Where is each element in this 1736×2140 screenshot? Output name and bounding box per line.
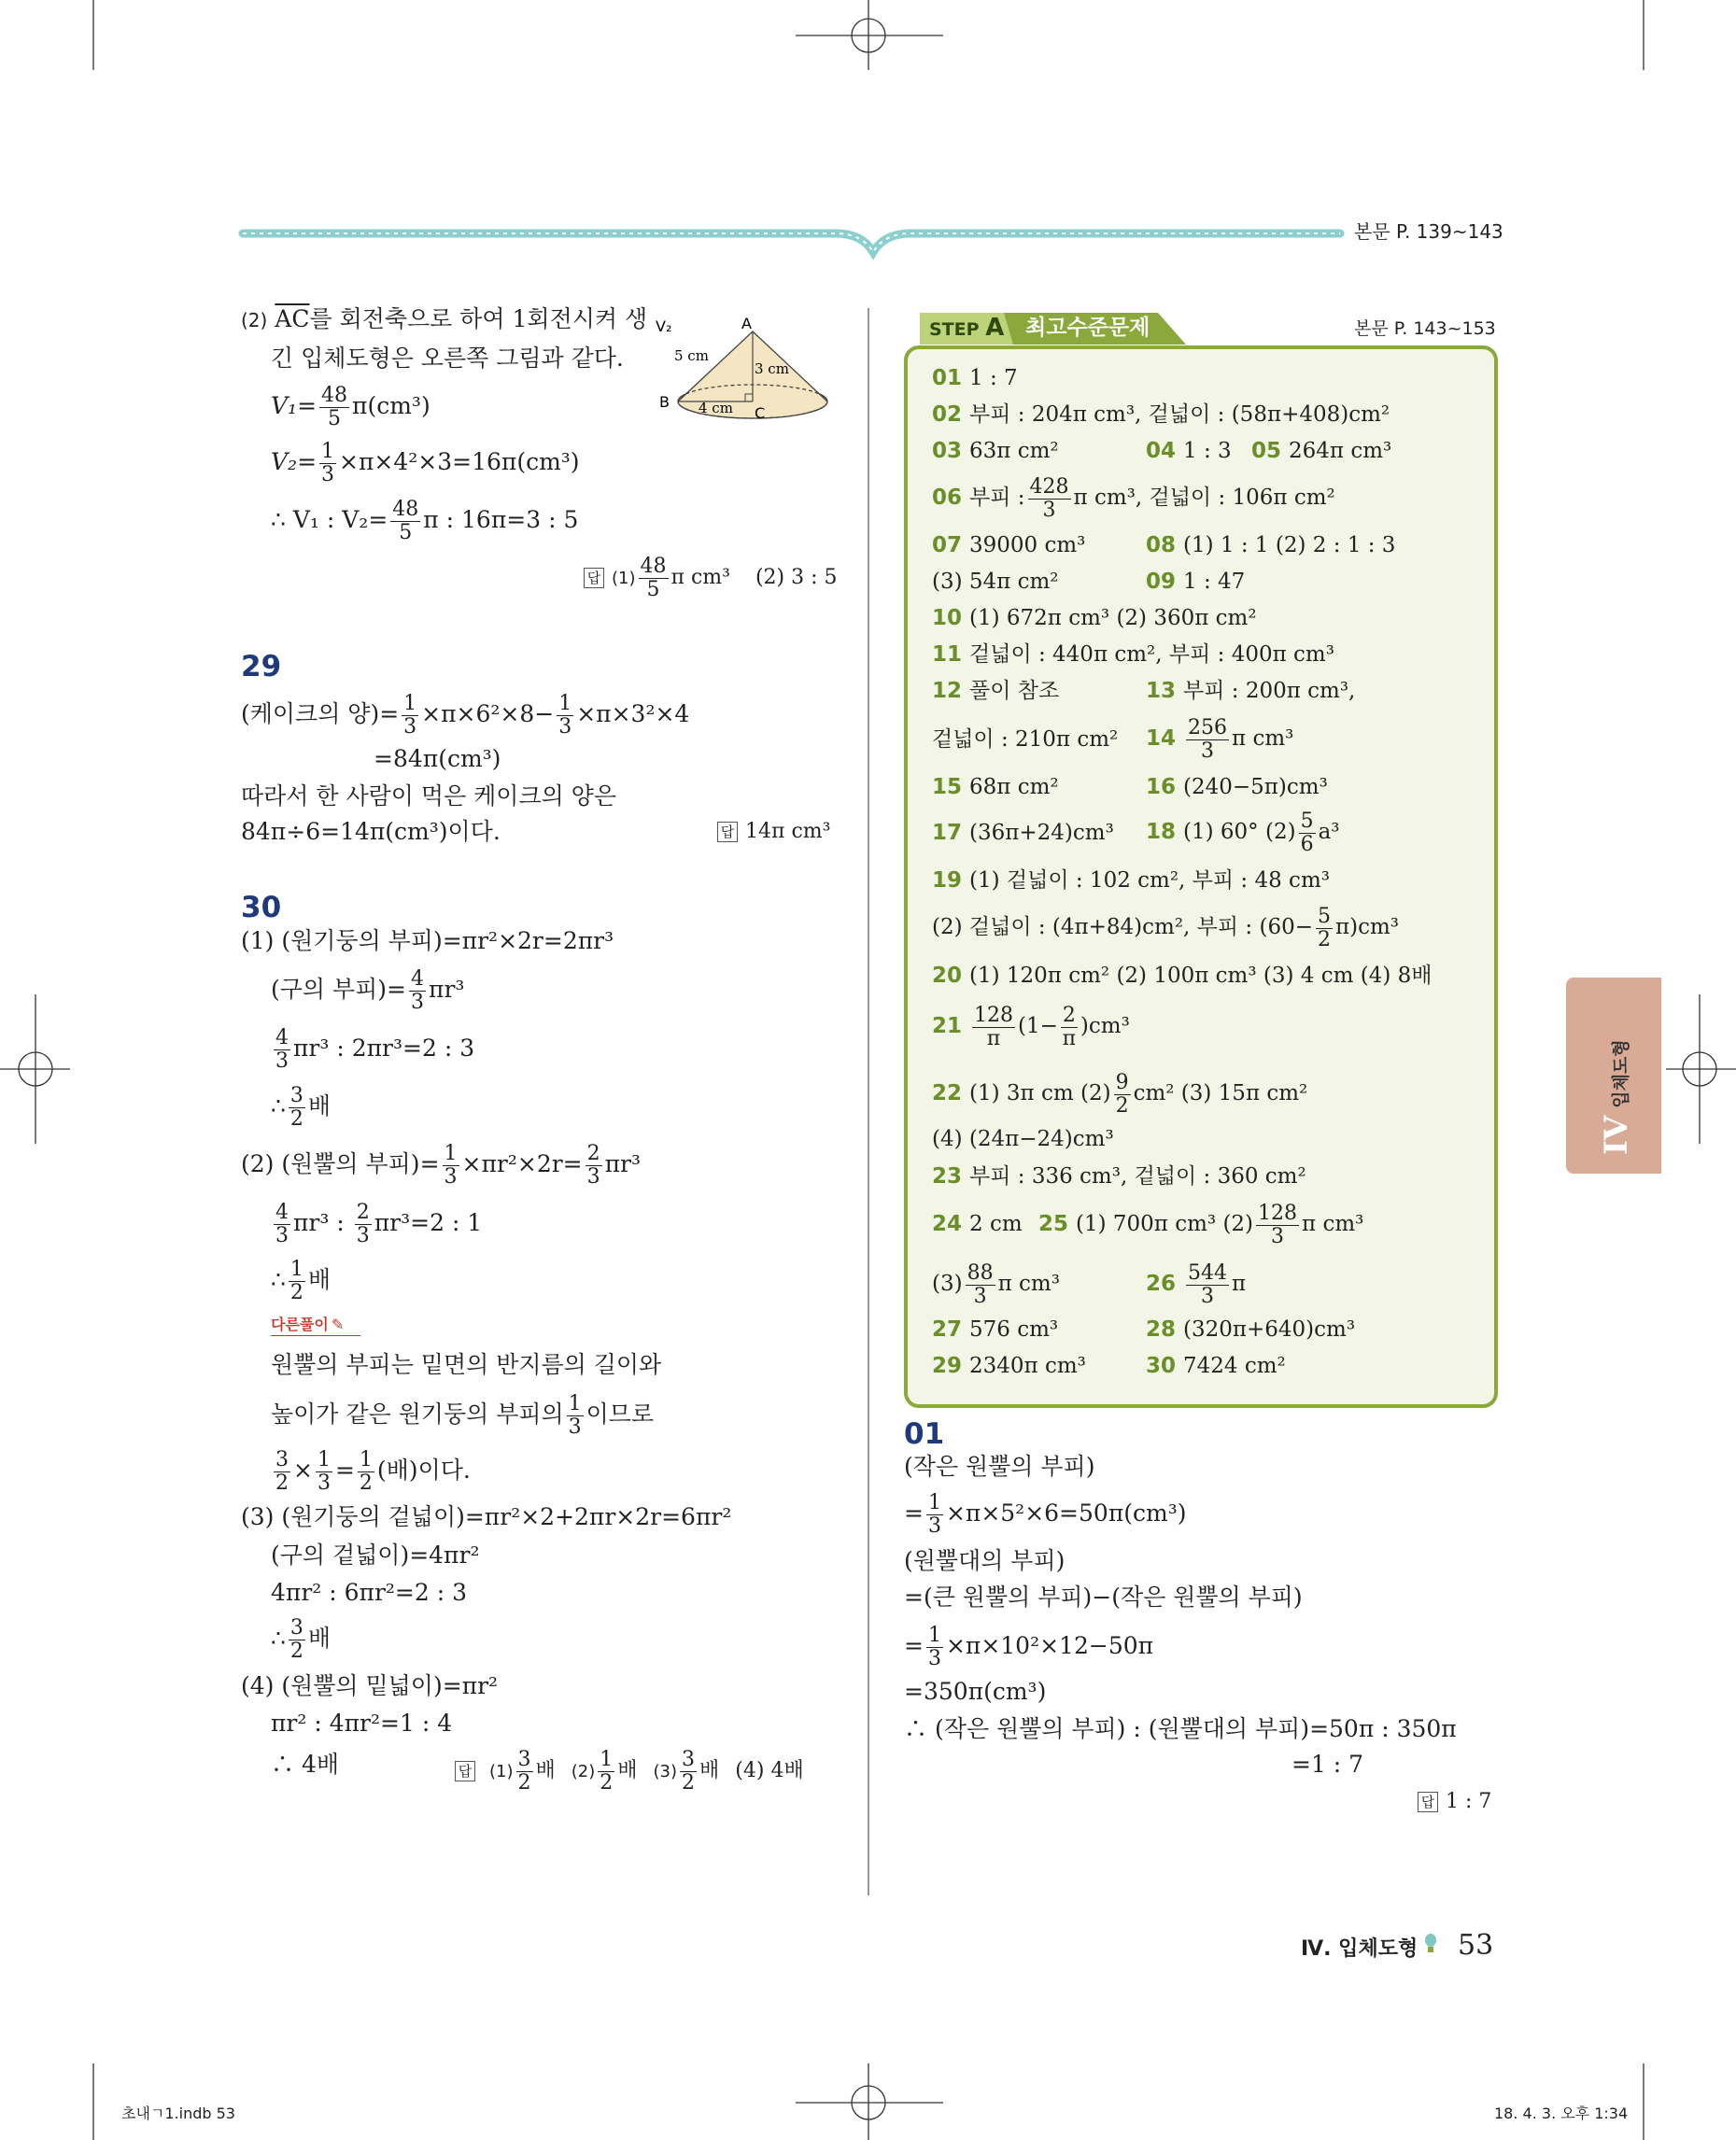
print-timestamp: 18. 4. 3. 오후 1:34 (1494, 2105, 1629, 2122)
answer-28: 28 (320π+640)cm³ (1146, 1317, 1356, 1342)
problem-30-number: 30 (241, 891, 282, 924)
answer-26: 26 $\frac{544}{3}$ π (1146, 1260, 1247, 1308)
q28-ratio: ∴ V₁ : V₂= $\frac{48}{5}$ π : 16π=3 : 5 (271, 498, 579, 544)
answer-mark: 답 (584, 568, 604, 588)
answer-16: 16 (240−5π)cm³ (1146, 775, 1328, 799)
answer-15: 15 68π cm² (932, 775, 1059, 799)
answer-08: 08 (1) 1 : 1 (2) 2 : 1 : 3 (1146, 533, 1396, 557)
q30-p4-line3: ∴ 4배 (271, 1751, 340, 1778)
answer-22: 22 (1) 3π cm (2) $\frac{9}{2}$ cm² (3) 15π cm² (932, 1070, 1308, 1118)
answer-14: 14 $\frac{256}{3}$ π cm³ (1146, 715, 1294, 763)
sol01-line2: = $\frac{1}{3}$ ×π×5²×6=50π(cm³) (904, 1491, 1187, 1538)
label-4cm: 4 cm (699, 400, 733, 416)
answer-10: 10 (1) 672π cm³ (2) 360π cm² (932, 606, 1257, 630)
q28-v1: V₁= $\frac{48}{5}$ π(cm³) (271, 384, 430, 430)
q29-line4: 84π÷6=14π(cm³)이다. (241, 818, 501, 845)
q30-p2-line1: (2) (원뿔의 부피)= $\frac{1}{3}$ ×πr²×2r= $\frac{2}{3}$ πr³ (241, 1142, 642, 1189)
q28-v2: V₂= $\frac{1}{3}$ ×π×4²×3=16π(cm³) (271, 440, 580, 486)
sol01-line1: (작은 원뿔의 부피) (904, 1453, 1095, 1480)
q28-line2: 긴 입체도형은 오른쪽 그림과 같다. (271, 345, 624, 372)
q29-line2: =84π(cm³) (374, 745, 501, 772)
column-divider (868, 308, 869, 1895)
header-ribbon (238, 217, 1349, 263)
answer-13: 13 부피 : 200π cm³, (1146, 679, 1356, 703)
q30-p3-line4: ∴ $\frac{3}{2}$ 배 (271, 1616, 332, 1663)
segment-ac: $\overline{AC}$ (275, 305, 310, 332)
bulb-icon (1424, 1933, 1437, 1953)
page-number: 53 (1458, 1929, 1494, 1962)
sol01-line5: = $\frac{1}{3}$ ×π×10²×12−50π (904, 1624, 1154, 1670)
answer-03: 03 63π cm² (932, 439, 1059, 463)
q30-p1-line3: $\frac{4}{3}$ πr³ : 2πr³=2 : 3 (275, 1026, 475, 1073)
q30-p3-line2: (구의 겉넓이)=4πr² (271, 1542, 480, 1569)
answer-12: 12 풀이 참조 (932, 679, 1060, 703)
answer-05: 05 264π cm³ (1251, 439, 1392, 463)
answer-27: 27 576 cm³ (932, 1317, 1059, 1342)
answer-08-3: (3) 54π cm² (932, 570, 1059, 594)
answer-25: 25 (1) 700π cm³ (2) $\frac{128}{3}$ π cm³ (1038, 1201, 1364, 1248)
print-file-info: 초내ㄱ1.indb 53 (121, 2105, 235, 2122)
alt-line2: 높이가 같은 원기둥의 부피의 $\frac{1}{3}$ 이므로 (271, 1392, 655, 1439)
solution-01-number: 01 (904, 1417, 945, 1451)
answer-18: 18 (1) 60° (2) $\frac{5}{6}$ a³ (1146, 809, 1340, 856)
label-c: C (755, 404, 766, 422)
side-tab-label: IV입체도형 (1598, 1039, 1635, 1155)
q29-line1: (케이크의 양)= $\frac{1}{3}$ ×π×6²×8− $\frac{1}{3}$ ×π×3²×4 (241, 692, 690, 739)
step-title: 최고수준문제 (1025, 316, 1150, 340)
q30-p2-line3: ∴ $\frac{1}{2}$ 배 (271, 1258, 332, 1304)
q30-p3-line1: (3) (원기둥의 겉넓이)=πr²×2+2πr×2r=6πr² (241, 1503, 732, 1530)
q28-line1: 를 회전축으로 하여 1회전시켜 생 (309, 305, 648, 332)
q30-p1-line1: (1) (원기둥의 부피)=πr²×2r=2πr³ (241, 927, 614, 954)
header-page-ref: 본문 P. 139~143 (1354, 220, 1503, 243)
chapter-side-tab (1566, 978, 1661, 1174)
part-label: (2) (241, 309, 268, 331)
sol01-line3: (원뿔대의 부피) (904, 1547, 1066, 1574)
q30-p4-line2: πr² : 4πr²=1 : 4 (271, 1710, 453, 1737)
answer-19: 19 (1) 겉넓이 : 102 cm², 부피 : 48 cm³ (932, 868, 1330, 893)
problem-29-number: 29 (241, 650, 282, 683)
q30-p1-line2: (구의 부피)= $\frac{4}{3}$ πr³ (271, 967, 465, 1014)
answer-21: 21 $\frac{128}{\pi}$ (1− $\frac{2}{\pi}$ )cm³ (932, 1003, 1130, 1050)
answer-22-4: (4) (24π−24)cm³ (932, 1127, 1114, 1151)
answer-24: 24 2 cm (932, 1212, 1023, 1236)
alt-line1: 원뿔의 부피는 밑면의 반지름의 길이와 (271, 1351, 662, 1378)
label-5cm: 5 cm (674, 347, 709, 364)
label-v2: V₂ (656, 317, 672, 335)
answer-19-2: (2) 겉넓이 : (4π+84)cm², 부피 : (60− $\frac{5}{2}$ π)cm³ (932, 904, 1400, 951)
answer-06: 06 부피 : $\frac{428}{3}$ π cm³, 겉넓이 : 106π cm² (932, 474, 1335, 522)
step-page-ref: 본문 P. 143~153 (1354, 318, 1496, 339)
pencil-icon: ✎ (331, 1316, 345, 1333)
answer-13-b: 겉넓이 : 210π cm² (932, 727, 1119, 752)
answer-17: 17 (36π+24)cm³ (932, 821, 1114, 845)
answer-25-3: (3) $\frac{88}{3}$ π cm³ (932, 1260, 1060, 1308)
q30-p3-line3: 4πr² : 6πr²=2 : 3 (271, 1579, 468, 1606)
cone-figure (654, 308, 836, 434)
step-tag: STEP A (929, 314, 1005, 342)
sol01-line7: ∴ (작은 원뿔의 부피) : (원뿔대의 부피)=50π : 350π (904, 1715, 1457, 1742)
answer-23: 23 부피 : 336 cm³, 겉넓이 : 360 cm² (932, 1164, 1306, 1189)
answer-02: 02 부피 : 204π cm³, 겉넓이 : (58π+408)cm² (932, 402, 1390, 427)
sol01-line8: =1 : 7 (1291, 1751, 1364, 1778)
answer-30: 30 7424 cm² (1146, 1354, 1286, 1378)
label-b: B (659, 393, 670, 411)
sol01-line6: =350π(cm³) (904, 1678, 1047, 1705)
answer-07: 07 39000 cm³ (932, 533, 1086, 557)
alt-solution-label: 다른풀이 ✎ (271, 1315, 360, 1336)
q30-p4-line1: (4) (원뿔의 밑넓이)=πr² (241, 1672, 499, 1699)
answer-09: 09 1 : 47 (1146, 570, 1246, 594)
q29-answer: 답 14π cm³ (717, 815, 830, 849)
answer-04: 04 1 : 3 (1146, 439, 1232, 463)
footer-chapter: Ⅳ. 입체도형 (1301, 1937, 1418, 1961)
q30-answer: 답 (1) $\frac{3}{2}$ 배 (2) $\frac{1}{2}$ 배 (3) $\frac{3}{2}$ 배 (4) 4배 (455, 1748, 804, 1795)
sol01-answer: 답 1 : 7 (1418, 1785, 1491, 1819)
sol01-line4: =(큰 원뿔의 부피)−(작은 원뿔의 부피) (904, 1584, 1303, 1611)
q30-p1-line4: ∴ $\frac{3}{2}$ 배 (271, 1084, 332, 1131)
label-3cm: 3 cm (755, 360, 789, 377)
answer-01: 01 1 : 7 (932, 366, 1018, 390)
q30-p2-line2: $\frac{4}{3}$ πr³ : $\frac{2}{3}$ πr³=2 : 1 (275, 1201, 483, 1247)
q28-answer: 답 (1) $\frac{48}{5}$ π cm³ (2) 3 : 5 (584, 555, 838, 602)
answer-29: 29 2340π cm³ (932, 1354, 1086, 1378)
q29-line3: 따라서 한 사람이 먹은 케이크의 양은 (241, 782, 616, 810)
alt-line3: $\frac{3}{2}$ × $\frac{1}{3}$ = $\frac{1}{2}$ (배)이다. (275, 1448, 471, 1495)
label-a: A (741, 315, 752, 332)
answer-20: 20 (1) 120π cm² (2) 100π cm³ (3) 4 cm (4) 8배 (932, 964, 1433, 988)
answer-11: 11 겉넓이 : 440π cm², 부피 : 400π cm³ (932, 642, 1334, 667)
